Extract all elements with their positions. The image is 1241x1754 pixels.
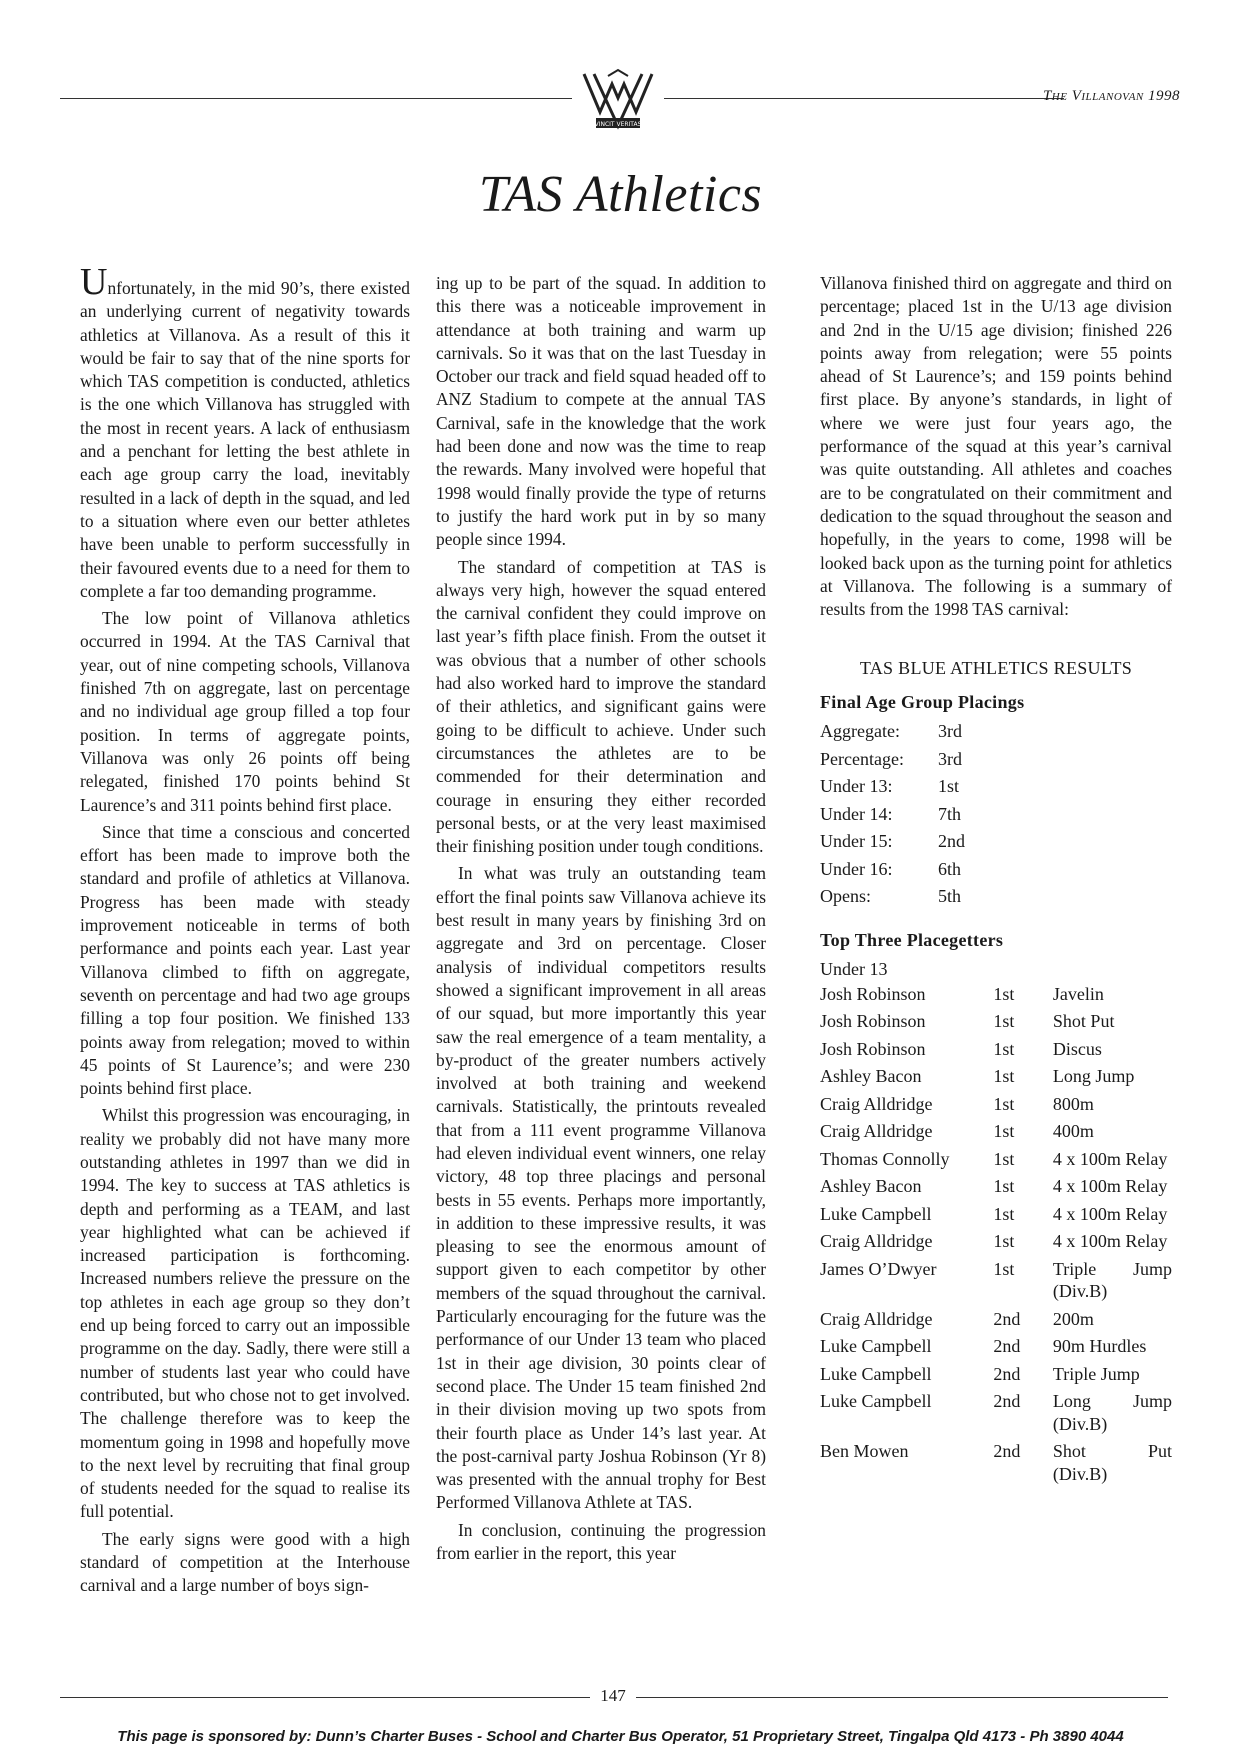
placing-label: Aggregate: (820, 721, 900, 742)
placing-label: Opens: (820, 886, 871, 907)
header-rule-right (664, 98, 1064, 99)
placing: 2nd (993, 1441, 1021, 1462)
placing: 1st (993, 1121, 1015, 1142)
column-1 (80, 261, 410, 1602)
event-name: Shot Put (1052, 1011, 1115, 1032)
drop-cap: U (80, 261, 108, 303)
paragraph: Whilst this progression was encouraging, in reality we probably did not have many more outstanding athletes in 1997 than we did in 1994. The key to success at TAS athletics is depth and performing as a TEAM, and last year highlighted what can be achieved if increased participation is forthcoming. Increased numbers relieve the pressure on the top athletes in each age group so they don’t end up being forced to carry out an impossible programme on the day. Sadly, there were still a number of students last year who could have contributed, but who chose not to get involved. The challenge therefore was to keep the momentum going in 1998 and hopefully move to the next level by recruiting that final group of students needed for the squad to realise its full potential. (80, 1105, 410, 1522)
table-row (820, 1363, 1172, 1391)
athlete-name: Craig Alldridge (820, 1308, 933, 1329)
magazine-title: The Villanovan 1998 (1042, 88, 1180, 104)
placing: 1st (993, 1148, 1015, 1169)
placing-value: 5th (938, 886, 962, 907)
event-name: 90m Hurdles (1052, 1336, 1147, 1357)
paragraph: Since that time a conscious and concerted effort has been made to improve both the standard and profile of athletics at Villanova. Progress has been made with steady improvement noticeable in terms of both performance and points each year. Last year Villanova climbed to fifth on aggregate, seventh on percentage and had two age groups filling a top four position. We finished 133 points away from relegation; moved to within 45 points of St Laurence’s; and were 230 points behind first place. (80, 821, 410, 1099)
placing: 2nd (993, 1363, 1021, 1384)
athlete-name: Luke Campbell (820, 1203, 932, 1224)
placing: 2nd (993, 1391, 1021, 1412)
athlete-name: Craig Alldridge (820, 1093, 933, 1114)
placing-row (820, 801, 1172, 829)
event-name: Triple Jump (1052, 1363, 1140, 1384)
column-3 (820, 272, 1172, 1490)
athlete-name: Josh Robinson (820, 1011, 926, 1032)
placing: 1st (993, 1011, 1015, 1032)
placing-row (820, 856, 1172, 884)
villanova-crest-logo (578, 68, 658, 134)
athlete-name: Ashley Bacon (820, 1066, 922, 1087)
placing-label: Under 13: (820, 776, 893, 797)
paragraph: In what was truly an outstanding team effort the final points saw Villanova achieve its best result in many years by finishing 3rd on aggregate and 3rd on percentage. Closer analysis of individual competitors results showed a significant improvement in all areas of our squad, but more importantly this year saw the real emergence of a team mentality, a by-product of the greater numbers actively involved at both training and weekend carnivals. Statistically, the printouts revealed that from a 111 event programme Villanova had eleven individual event winners, one relay victory, 48 top three placings and personal bests in 55 events. Perhaps more importantly, in addition to these impressive results, it was pleasing to see the enormous amount of support given to each competitor by other members of the squad throughout the carnival. Particularly encouraging for the future was the performance of our Under 13 team who placed 1st in their age division, 30 points clear of second place. The Under 15 team finished 2nd in their division moving up two spots from their fourth place as Under 14’s last year. At the post-carnival party Joshua Robinson (Yr 8) was presented with the annual trophy for Best Performed Villanova Athlete at TAS. (436, 863, 766, 1513)
top-three-section (820, 929, 1172, 1491)
article-title: TAS Athletics (478, 166, 763, 223)
top-three-heading: Top Three Placegetters (820, 929, 1004, 950)
event-name: 4 x 100m Relay (1052, 1203, 1168, 1224)
placing: 1st (993, 1258, 1015, 1279)
table-row (820, 1230, 1172, 1258)
results-section (820, 657, 1172, 1490)
athlete-name: Craig Alldridge (820, 1231, 933, 1252)
athlete-name: Craig Alldridge (820, 1121, 933, 1142)
footer-rule-left (60, 1697, 590, 1698)
placing-value: 7th (938, 803, 962, 824)
placing-label: Percentage: (820, 748, 904, 769)
age-group-label: Under 13 (820, 958, 888, 979)
table-row (820, 1148, 1172, 1176)
event-name: 800m (1052, 1093, 1094, 1114)
table-row (820, 1065, 1172, 1093)
event-name: 4 x 100m Relay (1052, 1148, 1168, 1169)
placing-row (820, 883, 1172, 911)
placing-row (820, 773, 1172, 801)
paragraph: Villanova finished third on aggregate and third on percentage; placed 1st in the U/13 age division and 2nd in the U/15 age division; finished 226 points away from relegation; were 55 points ahead of St Laurence’s; and 159 points behind first place. By anyone’s standards, in light of where we were just four years ago, the performance of the squad at this year’s carnival was quite outstanding. All athletes and coaches are to be congratulated on their commitment and dedication to the squad throughout the season and hopefully, in the years to come, 1998 will be looked back upon as the turning point for athletics at Villanova. The following is a summary of results from the 1998 TAS carnival: (820, 273, 1172, 620)
placing-label: Under 16: (820, 858, 893, 879)
paragraph: The early signs were good with a high standard of competition at the Interhouse carnival and a large number of boys sign- (80, 1528, 410, 1596)
table-row (820, 1308, 1172, 1336)
placing-row (820, 746, 1172, 774)
placing: 1st (993, 1093, 1015, 1114)
placing-value: 1st (938, 776, 960, 797)
sponsor-line: This page is sponsored by: Dunn’s Charter Buses - School and Charter Bus Operator, 51 Proprietary Street, Tingalpa Qld 4173 - Ph 3890 4044 (117, 1728, 1124, 1745)
header-rule-left (60, 98, 572, 99)
athlete-name: Josh Robinson (820, 1038, 926, 1059)
event-name: Javelin (1052, 983, 1104, 1004)
placing: 1st (993, 983, 1015, 1004)
placing-label: Under 15: (820, 831, 893, 852)
page-number: 147 (600, 1686, 626, 1705)
column-2 (436, 272, 766, 1569)
event-name: 4 x 100m Relay (1052, 1176, 1168, 1197)
event-name: Shot Put (Div.B) (1052, 1441, 1172, 1484)
table-row (820, 1258, 1172, 1308)
placing: 2nd (993, 1336, 1021, 1357)
placing-value: 3rd (938, 721, 962, 742)
event-name: Discus (1052, 1038, 1102, 1059)
placing-value: 6th (938, 858, 962, 879)
placing-row (820, 718, 1172, 746)
event-name: 4 x 100m Relay (1052, 1231, 1168, 1252)
athlete-name: Luke Campbell (820, 1391, 932, 1412)
event-name: Long Jump (Div.B) (1052, 1391, 1172, 1434)
athlete-name: Luke Campbell (820, 1363, 932, 1384)
athlete-name: Thomas Connolly (820, 1148, 950, 1169)
table-row (820, 1038, 1172, 1066)
table-row (820, 1093, 1172, 1121)
event-name: Triple Jump (Div.B) (1052, 1258, 1172, 1302)
placing: 1st (993, 1176, 1015, 1197)
paragraph: The low point of Villanova athletics occurred in 1994. At the TAS Carnival that year, out of nine competing schools, Villanova finished 7th on aggregate, last on percentage and no individual age group filled a top four position. In terms of aggregate points, Villanova was only 26 points off being relegated, finished 170 points behind St Laurence’s and 311 points behind first place. (80, 608, 410, 815)
event-name: 200m (1052, 1308, 1094, 1329)
placing-value: 2nd (938, 831, 965, 852)
placings-list (820, 718, 1172, 911)
table-row (820, 1120, 1172, 1148)
placing-value: 3rd (938, 748, 962, 769)
placings-heading: Final Age Group Placings (820, 691, 1025, 712)
table-row (820, 1175, 1172, 1203)
placegetters-table (820, 983, 1172, 1491)
placing: 1st (993, 1203, 1015, 1224)
athlete-name: Ashley Bacon (820, 1176, 922, 1197)
table-row (820, 1203, 1172, 1231)
paragraph-text: nfortunately, in the mid 90’s, there existed an underlying current of negativity towards athletics at Villanova. As a result of this it would be fair to say that of the nine sports for which TAS competition is conducted, athletics is the one which Villanova has struggled with the most in recent years. A lack of enthusiasm and a penchant for letting the best athlete in each age group carry the load, inevitably resulted in a lack of depth in the squad, and led to a situation where even our better athletes have been unable to perform successfully in their favoured events due to a need for them to complete a far too demanding programme. (80, 278, 410, 601)
athlete-name: Luke Campbell (820, 1336, 932, 1357)
results-heading: TAS BLUE ATHLETICS RESULTS (859, 658, 1133, 679)
event-name: Long Jump (1052, 1066, 1135, 1087)
table-row (820, 1390, 1172, 1440)
footer-rule-right (636, 1697, 1168, 1698)
placing-row (820, 828, 1172, 856)
table-row (820, 1335, 1172, 1363)
paragraph (80, 261, 410, 603)
table-row (820, 1440, 1172, 1490)
table-row (820, 1010, 1172, 1038)
athlete-name: Ben Mowen (820, 1441, 909, 1462)
page-header (60, 68, 1180, 138)
athlete-name: James O’Dwyer (820, 1258, 937, 1279)
placing-label: Under 14: (820, 803, 893, 824)
paragraph: In conclusion, continuing the progression from earlier in the report, this year (436, 1519, 766, 1564)
table-row (820, 983, 1172, 1011)
paragraph: ing up to be part of the squad. In addition to this there was a noticeable improvement in attendance at both training and warm up carnivals. So it was that on the last Tuesday in October our track and field squad headed off to ANZ Stadium to compete at the annual TAS Carnival, safe in the knowledge that the work had been done and now was the time to reap the rewards. Many involved were hopeful that 1998 would finally provide the type of returns to justify the hard work put in by so many people since 1994. (436, 273, 766, 550)
paragraph: The standard of competition at TAS is always very high, however the squad entered the carnival confident they could improve on last year’s fifth place finish. From the outset it was obvious that a number of other schools had also worked hard to improve the standard of their athletics, and significant gains were going to be difficult to achieve. Under such circumstances the athletes are to be commended for their determination and courage in ensuring they either recorded personal bests, or at the very least maximised their finishing position under tough conditions. (436, 556, 766, 857)
placing: 2nd (993, 1308, 1021, 1329)
event-name: 400m (1052, 1121, 1094, 1142)
athlete-name: Josh Robinson (820, 983, 926, 1004)
placing: 1st (993, 1231, 1015, 1252)
placing: 1st (993, 1038, 1015, 1059)
placing: 1st (993, 1066, 1015, 1087)
logo-motto: VINCIT VERITAS (594, 121, 642, 128)
